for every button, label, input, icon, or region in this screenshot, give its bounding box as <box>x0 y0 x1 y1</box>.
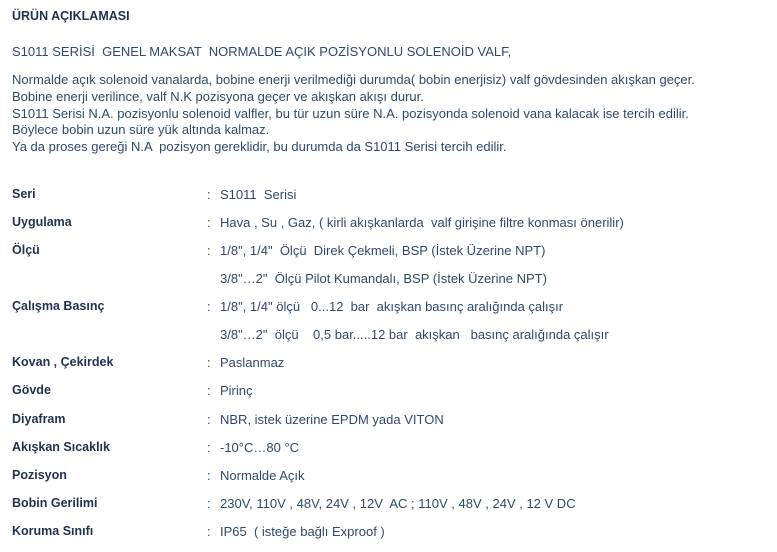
spec-value: NBR, istek üzerine EPDM yada VITON <box>220 412 444 427</box>
description-line: Ya da proses gereği N.A pozisyon gereklidir, bu durumda da S1011 Serisi tercih edilir. <box>12 139 507 155</box>
spec-value: 3/8"…2" Ölçü Pilot Kumandalı, BSP (İstek Üzerine NPT) <box>220 271 547 286</box>
spec-colon: : <box>207 215 211 230</box>
spec-colon: : <box>207 496 211 511</box>
spec-value: Pirinç <box>220 383 253 398</box>
page-title: ÜRÜN AÇIKLAMASI <box>12 9 130 23</box>
spec-label: Seri <box>12 187 36 201</box>
spec-label: Ölçü <box>12 243 40 257</box>
spec-colon: : <box>207 524 211 539</box>
spec-label: Diyafram <box>12 412 66 426</box>
spec-row-govde <box>0 383 777 401</box>
spec-value: 1/8", 1/4" Ölçü Direk Çekmeli, BSP (İstek Üzerine NPT) <box>220 243 546 258</box>
spec-colon: : <box>207 412 211 427</box>
description-line: S1011 Serisi N.A. pozisyonlu solenoid valfler, bu tür uzun süre N.A. pozisyonda solenoid vana kalacak ise tercih edilir. <box>12 105 689 121</box>
spec-label: Uygulama <box>12 215 72 229</box>
spec-value: Paslanmaz <box>220 355 285 370</box>
spec-row-seri <box>0 187 777 205</box>
description-line: Bobine enerji verilince, valf N.K pozisyona geçer ve akışkan akışı durur. <box>12 88 424 104</box>
spec-label: Gövde <box>12 383 51 397</box>
description-paragraph <box>12 72 695 156</box>
spec-row-koruma-sinifi <box>0 524 777 542</box>
spec-row-olcu-continued <box>0 271 777 289</box>
spec-value: 3/8"…2" ölçü 0,5 bar.....12 bar akışkan basınç aralığında çalışır <box>220 327 609 342</box>
spec-row-pozisyon <box>0 468 777 486</box>
spec-colon: : <box>207 187 211 202</box>
spec-row-bobin-gerilimi <box>0 496 777 514</box>
spec-value: IP65 ( isteğe bağlı Exproof ) <box>220 524 385 539</box>
spec-label: Bobin Gerilimi <box>12 496 98 510</box>
description-line: Normalde açık solenoid vanalarda, bobine enerji verilmediği durumda( bobin enerjisiz) valf gövdesinden akışkan geçer. <box>12 72 695 87</box>
spec-label: Çalışma Basınç <box>12 299 105 313</box>
spec-row-calisma-basinc <box>0 299 777 317</box>
spec-row-calisma-basinc-continued <box>0 327 777 345</box>
spec-value: Normalde Açık <box>220 468 305 483</box>
spec-value: -10°C…80 °C <box>220 440 300 455</box>
spec-label: Pozisyon <box>12 468 67 482</box>
spec-colon: : <box>207 299 211 314</box>
spec-row-olcu <box>0 243 777 261</box>
spec-value: S1011 Serisi <box>220 187 297 202</box>
description-line: Böylece bobin uzun süre yük altında kalmaz. <box>12 122 270 138</box>
spec-row-kovan <box>0 355 777 373</box>
spec-row-uygulama <box>0 215 777 233</box>
spec-label: Kovan , Çekirdek <box>12 355 114 369</box>
spec-row-akiskan-sicaklik <box>0 440 777 458</box>
spec-colon: : <box>207 468 211 483</box>
spec-colon: : <box>207 440 211 455</box>
spec-label: Koruma Sınıfı <box>12 524 94 538</box>
spec-colon: : <box>207 243 211 258</box>
spec-colon: : <box>207 355 211 370</box>
spec-colon: : <box>207 383 211 398</box>
spec-row-diyafram <box>0 412 777 430</box>
spec-value: 230V, 110V , 48V, 24V , 12V AC ; 110V , 48V , 24V , 12 V DC <box>220 496 576 511</box>
spec-label: Akışkan Sıcaklık <box>12 440 110 454</box>
spec-value: Hava , Su , Gaz, ( kirli akışkanlarda valf girişine filtre konması önerilir) <box>220 215 624 230</box>
product-headline: S1011 SERİSİ GENEL MAKSAT NORMALDE AÇIK POZİSYONLU SOLENOİD VALF, <box>12 44 512 59</box>
spec-value: 1/8", 1/4" ölçü 0...12 bar akışkan basınç aralığında çalışır <box>220 299 564 314</box>
